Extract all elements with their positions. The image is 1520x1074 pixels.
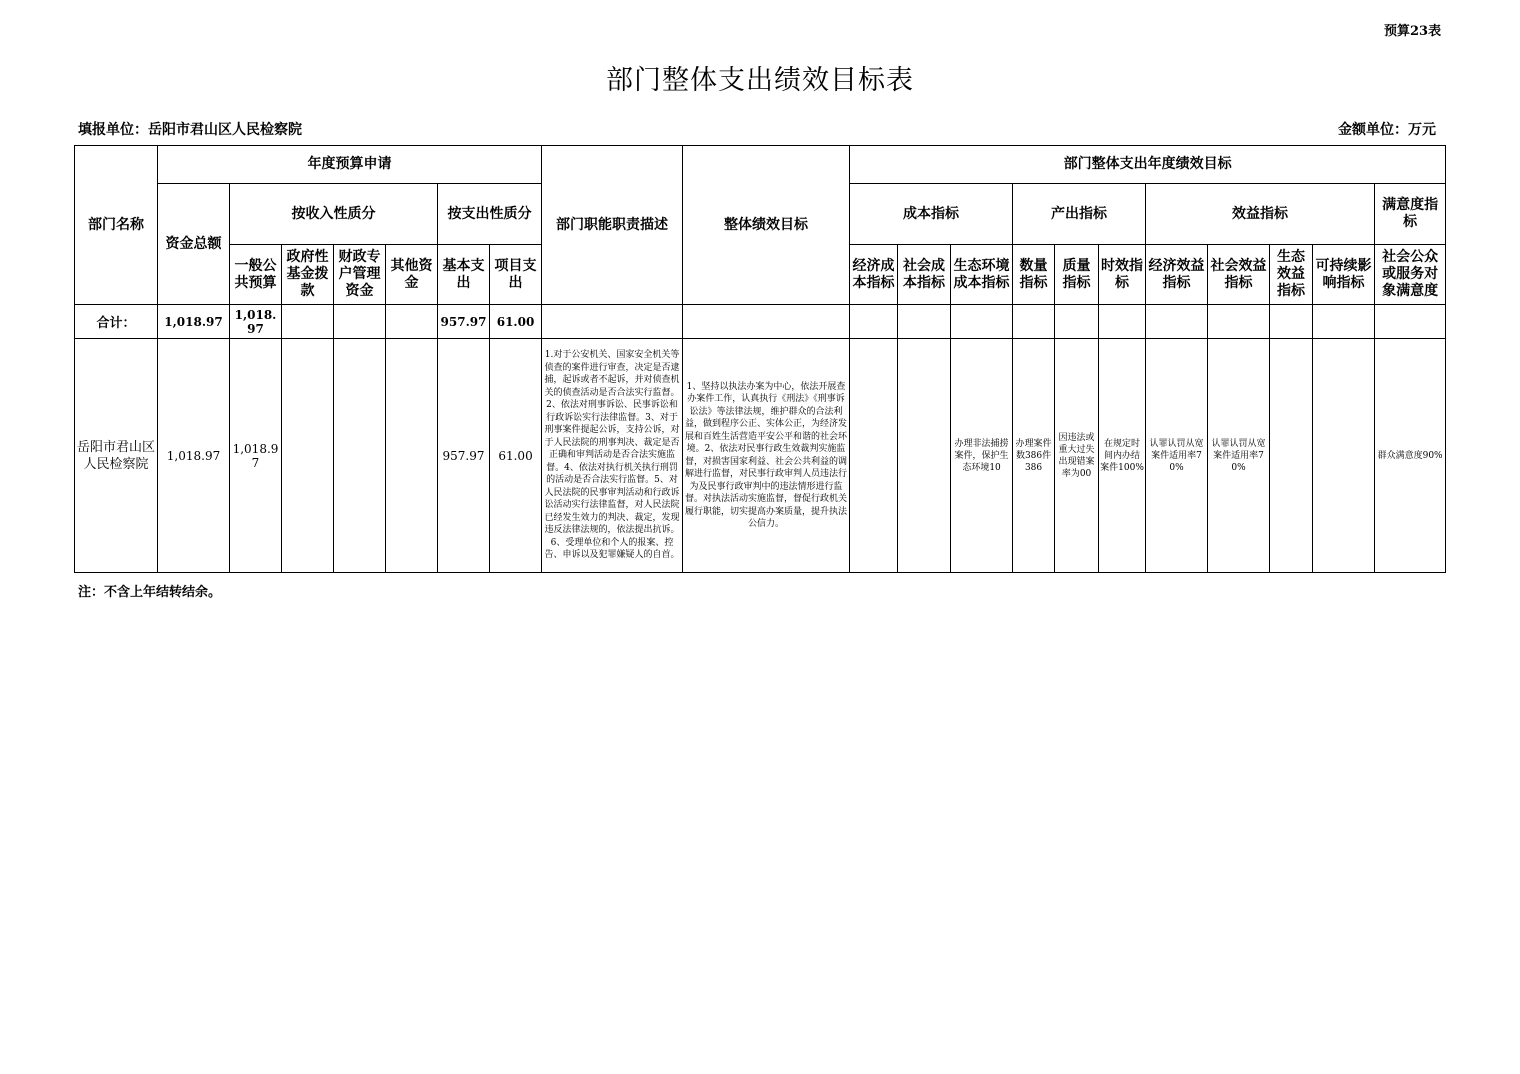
table-cell xyxy=(542,305,683,339)
total-funds-value: 1,018.97 xyxy=(158,305,230,339)
dept-total-funds: 1,018.97 xyxy=(158,339,230,573)
table-cell xyxy=(951,305,1013,339)
total-general-value: 1,018.97 xyxy=(230,305,282,339)
fill-unit: 填报单位：岳阳市君山区人民检察院 xyxy=(78,122,302,138)
header-basic-expense: 基本支出 xyxy=(438,245,490,305)
table-cell xyxy=(1375,305,1446,339)
header-fiscal-special: 财政专户管理资金 xyxy=(334,245,386,305)
header-econ-cost: 经济成本指标 xyxy=(850,245,898,305)
table-cell xyxy=(1313,305,1375,339)
table-cell xyxy=(1313,339,1375,573)
header-econ-benefit: 经济效益指标 xyxy=(1146,245,1208,305)
table-cell xyxy=(850,305,898,339)
header-output-indicator: 产出指标 xyxy=(1013,184,1146,245)
header-quantity: 数量指标 xyxy=(1013,245,1055,305)
form-code: 预算23表 xyxy=(1384,24,1442,39)
performance-table xyxy=(74,145,1446,573)
table-cell xyxy=(850,339,898,573)
table-cell xyxy=(683,305,850,339)
header-eco-cost: 生态环境成本指标 xyxy=(951,245,1013,305)
table-cell xyxy=(1270,339,1313,573)
header-perf-goal: 部门整体支出年度绩效目标 xyxy=(850,146,1446,184)
header-gov-fund: 政府性基金拨款 xyxy=(282,245,334,305)
dept-project-expense: 61.00 xyxy=(490,339,542,573)
dept-basic-expense: 957.97 xyxy=(438,339,490,573)
total-basic-value: 957.97 xyxy=(438,305,490,339)
page-title: 部门整体支出绩效目标表 xyxy=(606,65,914,96)
dept-eco-cost: 办理非法捕捞案件，保护生态环境10 xyxy=(951,339,1013,573)
total-project-value: 61.00 xyxy=(490,305,542,339)
table-cell xyxy=(334,305,386,339)
dept-quantity: 办理案件数386件386 xyxy=(1013,339,1055,573)
table-cell xyxy=(1146,305,1208,339)
header-timeliness: 时效指标 xyxy=(1099,245,1146,305)
amount-unit: 金额单位：万元 xyxy=(1338,122,1436,138)
header-annual-budget: 年度预算申请 xyxy=(158,146,542,184)
table-cell xyxy=(282,339,334,573)
table-cell xyxy=(282,305,334,339)
table-cell xyxy=(1099,305,1146,339)
header-sustain: 可持续影响指标 xyxy=(1313,245,1375,305)
table-cell xyxy=(386,305,438,339)
header-benefit-indicator: 效益指标 xyxy=(1146,184,1375,245)
footnote: 注：不含上年结转结余。 xyxy=(78,585,222,600)
header-project-expense: 项目支出 xyxy=(490,245,542,305)
dept-quality: 因违法或重大过失出现错案率为00 xyxy=(1055,339,1099,573)
dept-general-budget: 1,018.97 xyxy=(230,339,282,573)
dept-satisfaction: 群众满意度90% xyxy=(1375,339,1446,573)
header-dept-name: 部门名称 xyxy=(75,146,158,305)
header-public-satisfaction: 社会公众或服务对象满意度 xyxy=(1375,245,1446,305)
table-cell xyxy=(1055,305,1099,339)
header-cost-indicator: 成本指标 xyxy=(850,184,1013,245)
header-social-benefit: 社会效益指标 xyxy=(1208,245,1270,305)
table-cell xyxy=(334,339,386,573)
header-other-funds: 其他资金 xyxy=(386,245,438,305)
header-social-cost: 社会成本指标 xyxy=(898,245,951,305)
header-by-expense: 按支出性质分 xyxy=(438,184,542,245)
table-cell xyxy=(1208,305,1270,339)
dept-social-benefit: 认罪认罚从宽案件适用率70% xyxy=(1208,339,1270,573)
dept-econ-benefit: 认罪认罚从宽案件适用率70% xyxy=(1146,339,1208,573)
header-quality: 质量指标 xyxy=(1055,245,1099,305)
total-label: 合计： xyxy=(75,305,158,339)
table-cell xyxy=(1013,305,1055,339)
header-eco-benefit: 生态效益指标 xyxy=(1270,245,1313,305)
dept-row xyxy=(75,339,1446,573)
dept-name: 岳阳市君山区人民检察院 xyxy=(75,339,158,573)
table-cell xyxy=(898,305,951,339)
header-total-funds: 资金总额 xyxy=(158,184,230,305)
dept-overall-goal: 1、坚持以执法办案为中心，依法开展查办案件工作，认真执行《刑法》《刑事诉讼法》等法律法规，维护群众的合法利益，做到程序公正、实体公正，为经济发展和百姓生活营造平安公平和谐的社会环境。2、依法对民事行政生效裁判实施监督，对损害国家利益、社会公共利益的调解进行监督，对民事行政审判人员违法行为及民事行政审判中的违法情形进行监督。对执法活动实施监督，督促行政机关履行职能，切实提高办案质量，提升执法公信力。 xyxy=(683,339,850,573)
dept-duty-desc: 1.对于公安机关、国家安全机关等侦查的案件进行审查，决定是否逮捕，起诉或者不起诉，并对侦查机关的侦查活动是否合法实行监督。2、依法对刑事诉讼、民事诉讼和行政诉讼实行法律监督。3、对于刑事案件提起公诉，支持公诉，对于人民法院的刑事判决、裁定是否正确和审判活动是否合法实施监督。4、依法对执行机关执行刑罚的活动是否合法实行监督。5、对人民法院的民事审判活动和行政诉讼活动实行法律监督，对人民法院已经发生效力的判决、裁定，发现违反法律法规的，依法提出抗诉。6、受理单位和个人的报案、控告、申诉以及犯罪嫌疑人的自首。 xyxy=(542,339,683,573)
dept-timeliness: 在规定时间内办结案件100% xyxy=(1099,339,1146,573)
header-overall-goal: 整体绩效目标 xyxy=(683,146,850,305)
table-cell xyxy=(386,339,438,573)
total-row xyxy=(75,305,1446,339)
table-cell xyxy=(1270,305,1313,339)
header-satisfaction-indicator: 满意度指标 xyxy=(1375,184,1446,245)
header-by-income: 按收入性质分 xyxy=(230,184,438,245)
header-duty-desc: 部门职能职责描述 xyxy=(542,146,683,305)
header-general-budget: 一般公共预算 xyxy=(230,245,282,305)
table-cell xyxy=(898,339,951,573)
